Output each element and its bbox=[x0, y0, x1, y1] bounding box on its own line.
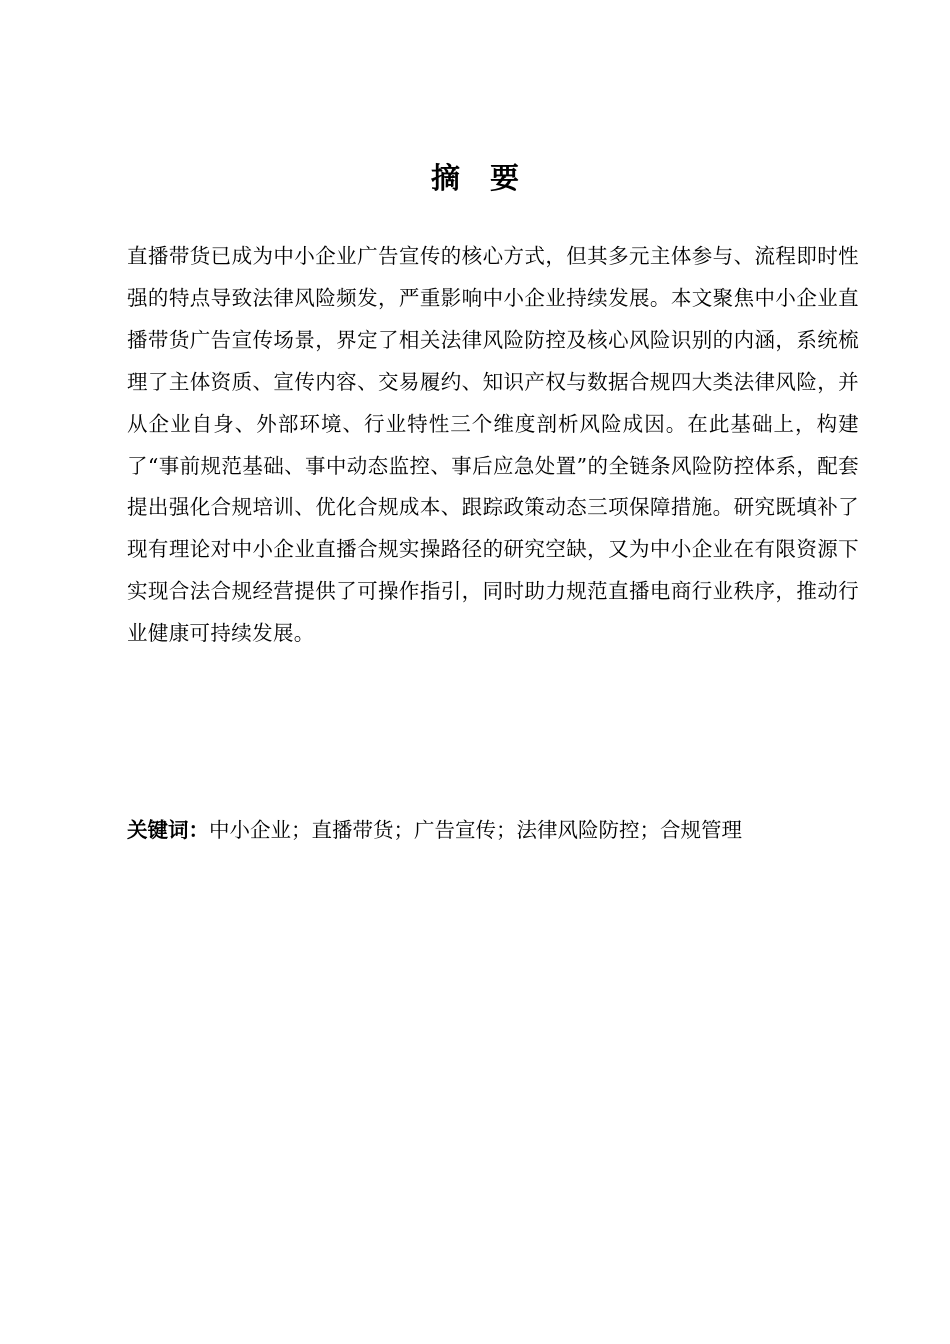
abstract-title: 摘要 bbox=[430, 161, 549, 195]
abstract-body: 直播带货已成为中小企业广告宣传的核心方式，但其多元主体参与、流程即时性强的特点导致法律风险频发，严重影响中小企业持续发展。本文聚焦中小企业直播带货广告宣传场景，界定了相关法律风险防控及核心风险识别的内涵，系统梳理了主体资质、宣传内容、交易履约、知识产权与数据合规四大类法律风险，并从企业自身、外部环境、行业特性三个维度剖析风险成因。在此基础上，构建了“事前规范基础、事中动态监控、事后应急处置”的全链条风险防控体系，配套提出强化合规培训、优化合规成本、跟踪政策动态三项保障措施。研究既填补了现有理论对中小企业直播合规实操路径的研究空缺，又为中小企业在有限资源下实现合法合规经营提供了可操作指引，同时助力规范直播电商行业秩序，推动行业健康可持续发展。 bbox=[127, 244, 859, 646]
keywords-line bbox=[127, 812, 859, 848]
keywords-list: 中小企业；直播带货；广告宣传；法律风险防控；合规管理 bbox=[209, 818, 742, 842]
keywords-label: 关键词： bbox=[127, 818, 209, 842]
